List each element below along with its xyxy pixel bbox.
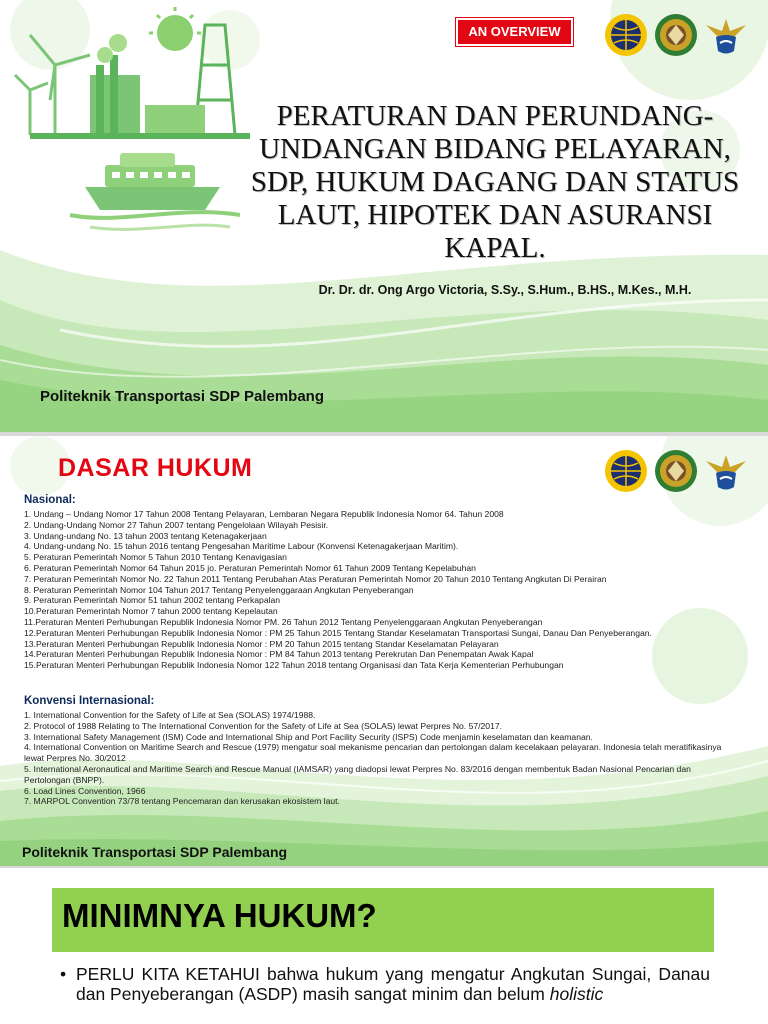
list-item: 6. Load Lines Convention, 1966 bbox=[24, 785, 146, 796]
list-item: 8. Peraturan Pemerintah Nomor 104 Tahun 2017 Tentang Penyelenggaraan Angkutan Penyeberangan bbox=[24, 584, 414, 595]
list-item: 3. International Safety Management (ISM) Code and International Ship and Port Facility Security (ISPS) Code menjamin keselamatan dan keamanan. bbox=[24, 731, 593, 742]
ministry-globe-logo-icon bbox=[604, 449, 648, 493]
polytechnic-emblem-logo-icon bbox=[654, 449, 698, 493]
list-item: 13.Peraturan Menteri Perhubungan Republik Indonesia Nomor : PM 20 Tahun 2015 tentang Standar Keselamatan Pelayaran bbox=[24, 638, 499, 649]
national-law-list bbox=[24, 509, 652, 671]
list-item: 5. Peraturan Pemerintah Nomor 5 Tahun 2010 Tentang Kenavigasian bbox=[24, 552, 287, 563]
eagle-shield-logo-icon bbox=[704, 449, 748, 493]
ministry-globe-logo-icon bbox=[604, 13, 648, 57]
list-item: 3. Undang-undang No. 13 tahun 2003 tentang Ketenagakerjaan bbox=[24, 530, 267, 541]
bullet-text: PERLU KITA KETAHUI bahwa hukum yang mengatur Angkutan Sungai, Danau dan Penyeberangan (ASDP) masih sangat minim dan belum holistic bbox=[76, 964, 710, 1004]
list-item: 4. Undang-undang No. 15 tahun 2016 tentang Pengesahan Maritime Labour (Konvensi Ketenagakerjaan Maritim). bbox=[24, 541, 459, 552]
polytechnic-emblem-logo-icon bbox=[654, 13, 698, 57]
national-heading: Nasional: bbox=[24, 494, 76, 506]
list-item: 6. Peraturan Pemerintah Nomor 64 Tahun 2015 jo. Peraturan Pemerintah Nomor 61 Tahun 2009 Tentang Kepelabuhan bbox=[24, 562, 476, 573]
list-item: 2. Undang-Undang Nomor 27 Tahun 2007 tentang Pengelolaan Wilayah Pesisir. bbox=[24, 519, 329, 530]
international-convention-list bbox=[24, 710, 724, 807]
institution-name: Politeknik Transportasi SDP Palembang bbox=[40, 388, 324, 405]
international-heading: Konvensi Internasional: bbox=[24, 695, 155, 707]
title-line: KAPAL. bbox=[444, 232, 546, 264]
title-line: UNDANGAN BIDANG PELAYARAN, bbox=[259, 133, 731, 165]
title-line: LAUT, HIPOTEK DAN ASURANSI bbox=[277, 199, 713, 231]
slide-title: MINIMNYA HUKUM? bbox=[62, 897, 377, 934]
eagle-shield-logo-icon bbox=[704, 13, 748, 57]
institution-name: Politeknik Transportasi SDP Palembang bbox=[22, 844, 288, 860]
list-item: 1. Undang – Undang Nomor 17 Tahun 2008 Tentang Pelayaran, Lembaran Negara Republik Indonesia Nomor 64. Tahun 2008 bbox=[24, 509, 504, 519]
title-line: SDP, HUKUM DAGANG DAN STATUS bbox=[250, 166, 740, 198]
list-item: 14.Peraturan Menteri Perhubungan Republik Indonesia Nomor : PM 84 Tahun 2013 tentang Perekrutan Dan Penempatan Awak Kapal bbox=[24, 649, 534, 660]
list-item: 7. MARPOL Convention 73/78 tentang Pencemaran dan kerusakan ekosistem laut. bbox=[24, 796, 340, 807]
green-industry-illustration bbox=[10, 5, 260, 245]
list-item: 4. International Convention on Maritime Search and Rescue (1979) mengatur soal mekanisme pencarian dan pertolongan dalam kecelakaan pelayaran. Indonesia telah meratifikasinya lewat Perpres No. 30/2012 bbox=[24, 742, 722, 764]
slide-title bbox=[0, 0, 768, 432]
title-banner bbox=[52, 888, 714, 952]
list-item: 5. International Aeronautical and Maritime Search and Rescue Manual (IAMSAR) yang diadopsi lewat Perpres No. 83/2016 dengan membentuk Badan Nasional Pencarian dan Pertolongan (BNPP). bbox=[24, 763, 691, 785]
list-item: 9. Peraturan Pemerintah Nomor 51 tahun 2002 tentang Perkapalan bbox=[24, 595, 281, 606]
list-item: 12.Peraturan Menteri Perhubungan Republik Indonesia Nomor : PM 25 Tahun 2015 Tentang Standar Keselamatan Transportasi Sungai, Danau Dan Penyeberangan. bbox=[24, 627, 652, 638]
presentation-title bbox=[235, 100, 755, 265]
bullet-italic-text: holistic bbox=[549, 984, 604, 1004]
bullet-icon: • bbox=[60, 964, 67, 984]
title-line: PERATURAN DAN PERUNDANG- bbox=[276, 100, 714, 132]
author-name: Dr. Dr. dr. Ong Argo Victoria, S.Sy., S.Hum., B.HS., M.Kes., M.H. bbox=[318, 283, 692, 297]
list-item: 7. Peraturan Pemerintah Nomor No. 22 Tahun 2011 Tentang Perubahan Atas Peraturan Pemerintah Nomor 20 Tahun 2010 Tentang Angkutan Di Perairan bbox=[24, 573, 607, 584]
slide-legal-basis bbox=[0, 436, 768, 866]
section-title: DASAR HUKUM bbox=[58, 454, 253, 482]
list-item: 2. Protocol of 1988 Relating to The International Convention for the Safety of Life at Sea (SOLAS) lewat Perpres No. 57/2017. bbox=[24, 720, 503, 731]
list-item: 1. International Convention for the Safety of Life at Sea (SOLAS) 1974/1988. bbox=[24, 710, 316, 720]
overview-badge: AN OVERVIEW bbox=[456, 18, 573, 46]
list-item: 11.Peraturan Menteri Perhubungan Republik Indonesia Nomor PM. 26 Tahun 2012 Tentang Penyelenggaraan Angkutan Penyeberangan bbox=[24, 616, 543, 627]
list-item: 10.Peraturan Pemerintah Nomor 7 tahun 2000 tentang Kepelautan bbox=[24, 606, 278, 617]
bullet-paragraph bbox=[56, 964, 710, 1004]
list-item: 15.Peraturan Menteri Perhubungan Republik Indonesia Nomor 122 Tahun 2018 tentang Organisasi dan Tata Kerja Kementerian Perhubungan bbox=[24, 660, 564, 671]
slide-minimal-law bbox=[0, 868, 768, 1024]
